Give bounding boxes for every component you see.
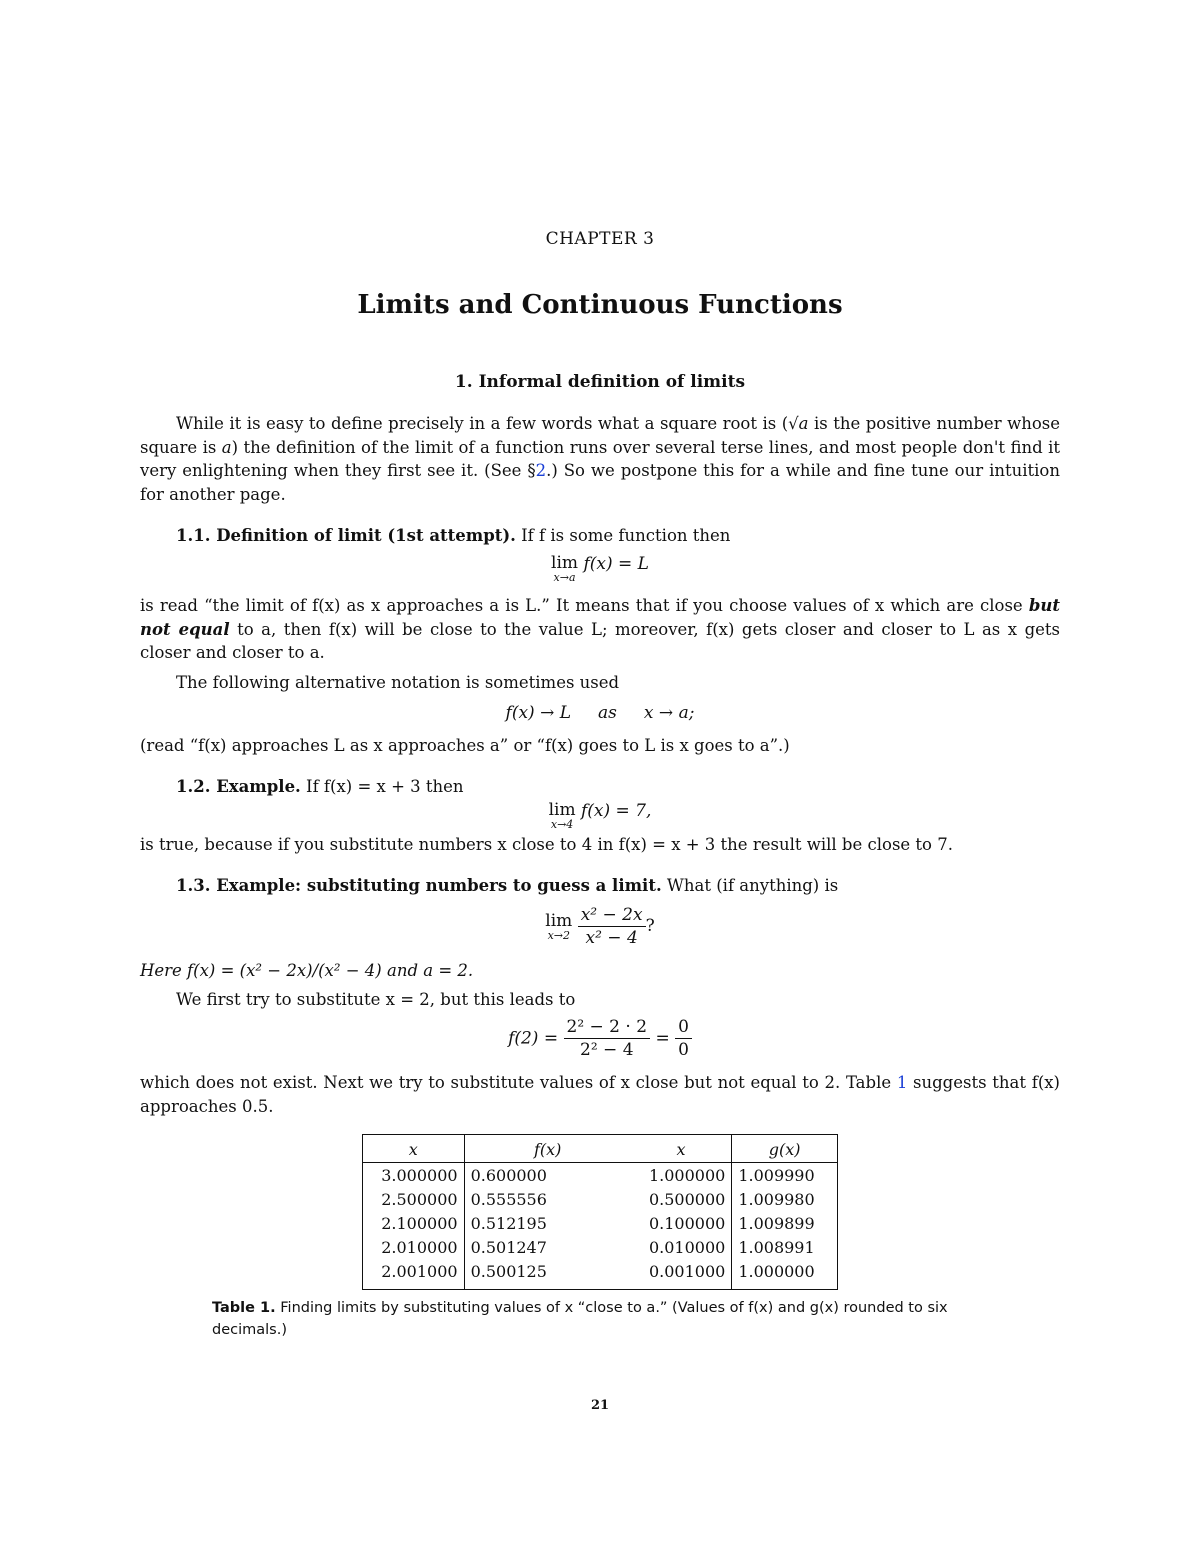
intro-var-a: a <box>221 437 232 457</box>
example-3-paragraph <box>140 874 1060 898</box>
sqrt-a: √a <box>788 414 809 433</box>
table-row <box>363 1163 838 1188</box>
table-cell: 0.600000 <box>470 1165 547 1185</box>
example-3-substitute: We first try to substitute x = 2, but this leads to <box>176 990 576 1009</box>
definition-display <box>0 554 1200 583</box>
alt-notation-display: f(x) → L as x → a; <box>505 703 695 723</box>
table-cell: 0.500000 <box>631 1187 732 1211</box>
table-cell: 0.555556 <box>470 1189 547 1209</box>
table-cell: 0.001000 <box>631 1259 732 1290</box>
definition-heading: 1.1. Definition of limit (1st attempt). <box>176 526 516 545</box>
lim-subscript: x→a <box>553 571 576 584</box>
table-cell: 1.000000 <box>738 1261 815 1281</box>
table-1-link[interactable]: 1 <box>896 1073 908 1092</box>
lim-operator: lim x→2 <box>545 911 573 942</box>
table-row <box>363 1211 838 1235</box>
caption-label: Table 1. <box>212 1300 276 1316</box>
intro-paragraph <box>140 412 1060 506</box>
example-2-explanation: is true, because if you substitute numbers x close to 4 in f(x) = x + 3 the result will be close to 7. <box>140 835 953 854</box>
table-row <box>363 1259 838 1290</box>
zero-numerator: 0 <box>675 1016 692 1039</box>
conclusion-text-1: which does not exist. Next we try to substitute values of x close but not equal to 2. Table <box>140 1073 897 1092</box>
question-mark: ? <box>645 916 655 936</box>
fraction-numerator: x² − 2x <box>578 904 646 927</box>
intro-text-a: While it is easy to define precisely in a few words what a square root is ( <box>176 414 789 433</box>
header-x: x <box>363 1135 465 1163</box>
equals-sign: = <box>655 1028 670 1049</box>
table-cell: 1.009990 <box>738 1165 815 1185</box>
table-cell: 2.010000 <box>363 1235 465 1259</box>
example-3-heading: 1.3. Example: substituting numbers to guess a limit. <box>176 876 662 895</box>
table-cell: 0.100000 <box>631 1211 732 1235</box>
table-cell: 1.009980 <box>738 1189 815 1209</box>
example-3-function: Here f(x) = (x² − 2x)/(x² − 4) and a = 2. <box>140 961 474 980</box>
section-heading: 1. Informal definition of limits <box>454 372 746 392</box>
table-cell: 2.001000 <box>363 1259 465 1290</box>
table-row <box>363 1187 838 1211</box>
example-2-display <box>0 801 1200 830</box>
lim-expression: f(x) = L <box>583 554 649 574</box>
table-caption <box>212 1297 992 1341</box>
section-2-link[interactable]: 2 <box>535 461 547 480</box>
table-cell: 3.000000 <box>363 1163 465 1188</box>
header-gx: g(x) <box>732 1135 838 1163</box>
example-3-display <box>0 904 1200 949</box>
lim-subscript: x→2 <box>547 929 570 942</box>
alt-notation-intro: The following alternative notation is sometimes used <box>176 673 620 692</box>
example-3-intro: What (if anything) is <box>661 876 839 895</box>
f2-display <box>0 1016 1200 1061</box>
table-cell: 1.000000 <box>631 1163 732 1188</box>
intro-text-b: is the positive number whose square is <box>140 414 1060 457</box>
chapter-label: CHAPTER 3 <box>545 229 655 249</box>
table-cell: 0.010000 <box>631 1235 732 1259</box>
header-x2: x <box>631 1135 732 1163</box>
f2-numerator: 2² − 2 · 2 <box>564 1016 651 1039</box>
example-2-intro: If f(x) = x + 3 then <box>300 777 464 796</box>
chapter-title: Limits and Continuous Functions <box>357 290 843 320</box>
lim-operator: lim x→4 <box>548 800 576 831</box>
example-2-heading: 1.2. Example. <box>176 777 301 796</box>
table-cell: 0.512195 <box>470 1213 547 1233</box>
caption-text: Finding limits by substituting values of x “close to a.” (Values of f(x) and g(x) rounded to six decimals.) <box>212 1300 948 1338</box>
table-row <box>363 1235 838 1259</box>
conclusion-text-2: suggests that f(x) approaches 0.5. <box>140 1073 1060 1116</box>
table-header-row <box>363 1135 838 1163</box>
values-table <box>362 1134 838 1290</box>
lim-subscript: x→4 <box>550 818 574 831</box>
intro-text-d: .) So we postpone this for a while and fine tune our intuition for another page. <box>140 461 1060 504</box>
example-2-paragraph <box>140 775 1060 799</box>
definition-text-1: is read “the limit of f(x) as x approaches a is L.” It means that if you choose values of x which are close <box>140 596 1029 615</box>
table-cell: 0.501247 <box>470 1237 547 1257</box>
limit-fraction <box>578 904 646 949</box>
definition-paragraph <box>140 524 1060 548</box>
definition-intro: If f is some function then <box>515 526 731 545</box>
table-cell: 2.100000 <box>363 1211 465 1235</box>
f2-label: f(2) = <box>508 1028 559 1049</box>
zero-denominator: 0 <box>678 1040 689 1060</box>
table-cell: 1.008991 <box>738 1237 815 1257</box>
page-number: 21 <box>590 1398 610 1413</box>
table-cell: 1.009899 <box>738 1213 815 1233</box>
f2-fraction <box>564 1016 651 1061</box>
header-fx: f(x) <box>464 1135 631 1163</box>
definition-explanation <box>140 594 1060 665</box>
example-3-conclusion <box>140 1071 1060 1118</box>
lim-expression: f(x) = 7, <box>580 801 652 821</box>
intro-text-c: ) the definition of the limit of a function runs over several terse lines, and most people don't find it very enlightening when they first see it. (See § <box>140 437 1060 480</box>
zero-over-zero <box>675 1016 692 1061</box>
but-not-equal: but not equal <box>140 596 1060 639</box>
alt-notation-read: (read “f(x) approaches L as x approaches a” or “f(x) goes to L is x goes to a”.) <box>140 736 790 755</box>
table-cell: 0.500125 <box>470 1261 547 1281</box>
f2-denominator: 2² − 4 <box>580 1040 634 1060</box>
fraction-denominator: x² − 4 <box>585 928 638 948</box>
lim-operator: lim x→a <box>551 553 579 584</box>
table-cell: 2.500000 <box>363 1187 465 1211</box>
definition-text-2: to a, then f(x) will be close to the value L; moreover, f(x) gets closer and closer to L as x gets closer and closer to a. <box>140 619 1060 662</box>
